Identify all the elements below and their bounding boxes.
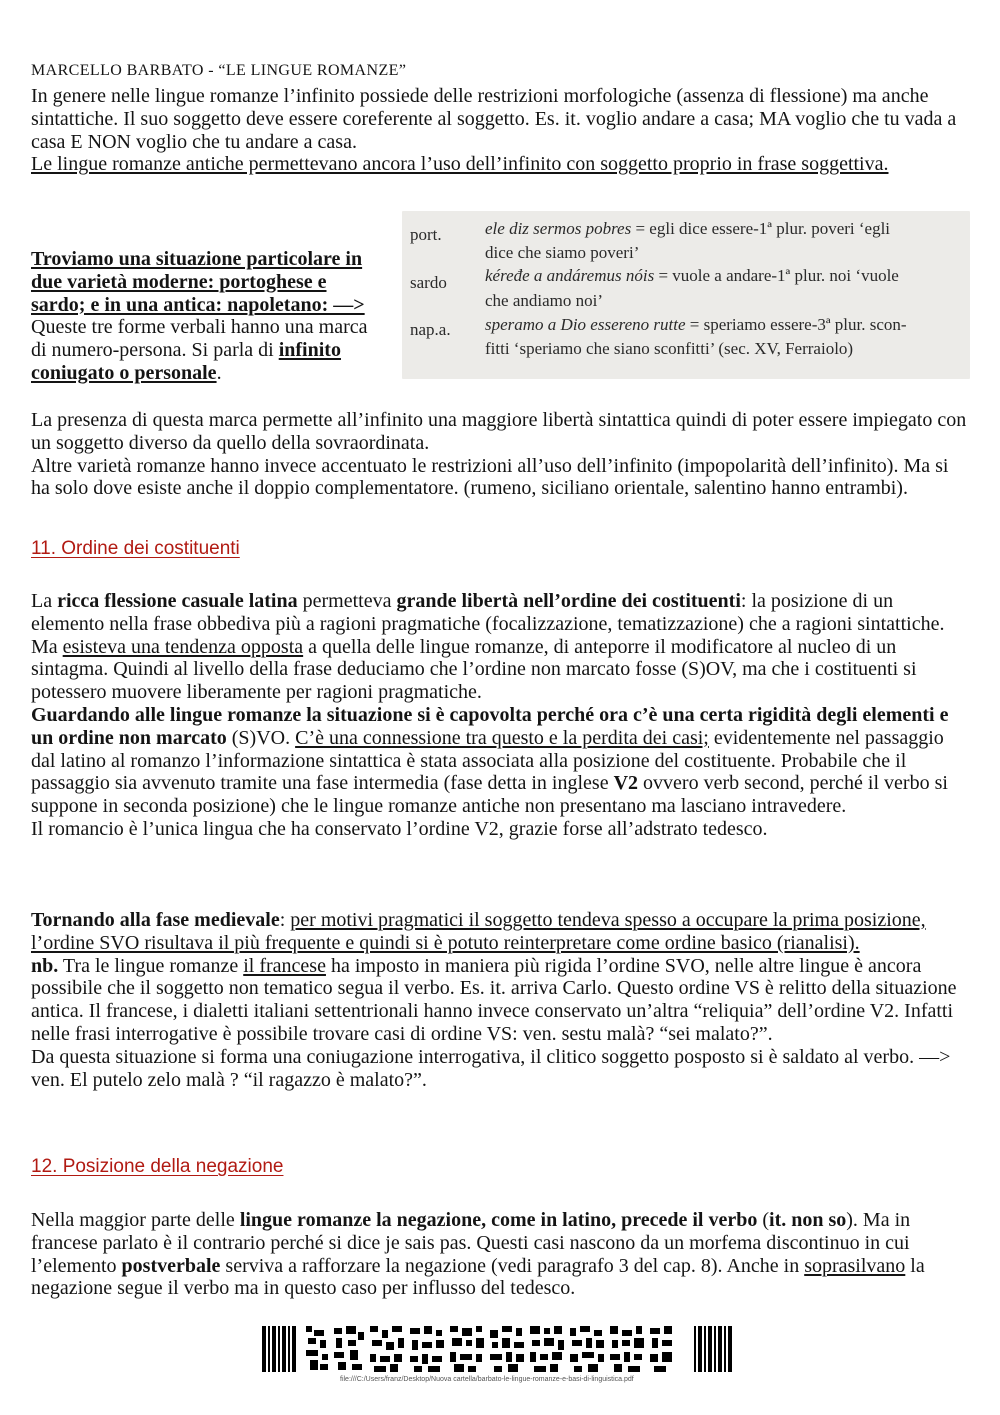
underlined-text: Le lingue romanze antiche permettevano ancora l’uso dell’infinito con soggetto proprio in frase soggettiva. bbox=[31, 153, 889, 176]
underlined-text: per motivi pragmatici il soggetto tendeva spesso a occupare la prima posizione, l’ordine SVO risultava il più frequente e quindi si è potuto reinterpretare come ordine basico (rianalisi). bbox=[31, 909, 926, 954]
text: Queste tre forme verbali hanno una marca di numero-persona. Si parla di bbox=[31, 316, 368, 362]
example-italic: kéređe a andáremus nóis bbox=[485, 266, 655, 285]
text: Il romancio è l’unica lingua che ha conservato l’ordine V2, grazie forse all’adstrato tedesco. bbox=[31, 817, 768, 840]
underlined-text: soprasilvano bbox=[804, 1254, 906, 1277]
bold-text: V2 bbox=[613, 772, 639, 795]
bold-text: grande libertà nell’ordine dei costituenti bbox=[396, 590, 741, 612]
section-11-medieval bbox=[31, 909, 971, 1091]
section-heading: 12. Posizione della negazione bbox=[31, 1156, 284, 1177]
example-line: dice che siamo poveri’ bbox=[485, 243, 640, 262]
text: Nella maggior parte delle bbox=[31, 1209, 240, 1231]
example-italic: speramo a Dio essereno rutte bbox=[485, 315, 686, 334]
text: evidentemente nel passaggio dal latino al romanzo l’informazione sintattica è stata associata alla posizione del costituente. Probabile che il passaggio sia avvenuto tramite una fase intermedia (fase detta in inglese bbox=[31, 726, 944, 795]
bold-text: Guardando alle lingue romanze la situazione si è capovolta perché ora c’è una certa rigidità degli elementi e un ordine non marcato bbox=[31, 703, 949, 749]
section-heading: 11. Ordine dei costituenti bbox=[31, 538, 240, 559]
underlined-text: esisteva una tendenza opposta bbox=[62, 635, 304, 658]
underlined-text: il francese bbox=[243, 954, 326, 977]
bold-text: lingue romanze la negazione, come in latino, precede il verbo bbox=[239, 1209, 758, 1231]
bold-underlined-text: Troviamo una situazione particolare in due varietà moderne: portoghese e sardo; e in una antica: napoletano: —> bbox=[31, 248, 365, 316]
paragraph-infinitive-freedom bbox=[31, 409, 971, 500]
paragraph-infinitive-restrictions bbox=[31, 85, 971, 176]
lang-label: nap.a. bbox=[410, 320, 451, 339]
text: ). Ma in francese parlato è il contrario perché si dice je sais pas. Questi casi nascono da un morfema discontinuo in cui l’elemento bbox=[31, 1209, 911, 1277]
example-gloss: = speriamo essere-3ª plur. scon- bbox=[685, 315, 907, 334]
text: La bbox=[31, 590, 58, 612]
text: (S)VO. bbox=[226, 726, 296, 749]
text: ( bbox=[757, 1209, 770, 1231]
text: a quella delle lingue romanze, di anteporre il modificatore al nucleo di un sintagma. Quindi al livello della frase deduciamo che l’ordine non marcato fosse (S)OV, ma che i costituenti si potessero muovere liberamente per ragioni pragmatiche. bbox=[31, 635, 917, 704]
example-line: che andiamo noi’ bbox=[485, 291, 604, 310]
text: . bbox=[216, 361, 222, 384]
text: serviva a rafforzare la negazione (vedi paragrafo 3 del cap. 8). Anche in bbox=[220, 1254, 805, 1277]
text: In genere nelle lingue romanze l’infinito possiede delle restrizioni morfologiche (assenza di flessione) ma anche sintattiche. Il suo soggetto deve essere coreferente al soggetto. Es. it. voglio andare a casa; MA voglio che tu vada a casa E NON voglio che tu andare a casa. bbox=[31, 85, 957, 153]
example-gloss: = vuole a andare-1ª plur. noi ‘vuole bbox=[654, 266, 899, 285]
text: permetteva bbox=[297, 590, 397, 612]
bold-text: postverbale bbox=[121, 1254, 221, 1277]
bold-text: it. non so bbox=[769, 1209, 847, 1231]
bold-text: ricca flessione casuale latina bbox=[57, 590, 298, 612]
bold-text: Tornando alla fase medievale bbox=[31, 909, 280, 931]
example-italic: ele diz sermos pobres bbox=[485, 219, 632, 238]
text: : bbox=[279, 909, 291, 931]
file-path-footer: file:///C:/Users/franz/Desktop/Nuova cartella/barbato-le-lingue-romanze-e-basi-di-linguistica.pdf bbox=[340, 1376, 634, 1383]
examples-image bbox=[402, 211, 970, 379]
example-line: fitti ‘speriamo che siano sconfitti’ (sec. XV, Ferraiolo) bbox=[485, 339, 854, 358]
example-line bbox=[485, 219, 965, 239]
text: Tra le lingue romanze bbox=[58, 954, 244, 977]
page-header: MARCELLO BARBATO - “LE LINGUE ROMANZE” bbox=[31, 62, 407, 79]
text: : la posizione di un elemento nella frase obbediva più a ragioni pragmatiche (focalizzazione, tematizzazione) che a ragioni sintattiche. Ma bbox=[31, 590, 945, 658]
example-gloss: = egli dice essere-1ª plur. poveri ‘egli bbox=[631, 219, 891, 238]
text: la negazione segue il verbo ma in questo caso per influsso del tedesco. bbox=[31, 1254, 925, 1300]
underlined-text: C’è una connessione tra questo e la perdita dei casi; bbox=[295, 726, 709, 749]
side-paragraph bbox=[31, 248, 376, 385]
text: ha imposto in maniera più rigida l’ordine SVO, nelle altre lingue è ancora possibile che il soggetto non tematico segua il verbo. Es. it. arriva Carlo. Questo ordine VS è relitto della situazione antica. Il francese, i dialetti italiani settentrionali hanno invece conservato un’altra “reliquia” dell’ordine V2. Infatti nelle frasi interrogative è possibile trovare casi di ordine VS: ven. sestu malà? “sei malato?”. bbox=[31, 954, 957, 1045]
example-line bbox=[485, 266, 965, 286]
text: La presenza di questa marca permette all’infinito una maggiore libertà sintattica quindi di poter essere impiegato con un soggetto diverso da quello della sovraordinata. bbox=[31, 409, 967, 454]
bold-text: nb. bbox=[31, 954, 59, 977]
text: Altre varietà romanze hanno invece accentuato le restrizioni all’uso dell’infinito (impopolarità dell’infinito). Ma si ha solo dove esiste anche il doppio complementatore. (rumeno, siciliano orientale, salentino hanno entrambi). bbox=[31, 454, 949, 500]
lang-label: port. bbox=[410, 225, 442, 244]
text: ovvero verb second, perché il verbo si suppone in seconda posizione) che le lingue romanze antiche non presentano ma lasciano intravedere. bbox=[31, 772, 948, 818]
lang-label: sardo bbox=[410, 273, 447, 292]
section-12-body bbox=[31, 1209, 971, 1300]
bold-underlined-text: infinito coniugato o personale bbox=[31, 339, 341, 384]
text: Da questa situazione si forma una coniugazione interrogativa, il clitico soggetto posposto si è saldato al verbo. —> ven. El putelo zelo malà ? “il ragazzo è malato?”. bbox=[31, 1045, 951, 1091]
example-line bbox=[485, 315, 965, 335]
section-11-body bbox=[31, 590, 971, 841]
barcode-image bbox=[262, 1326, 734, 1372]
